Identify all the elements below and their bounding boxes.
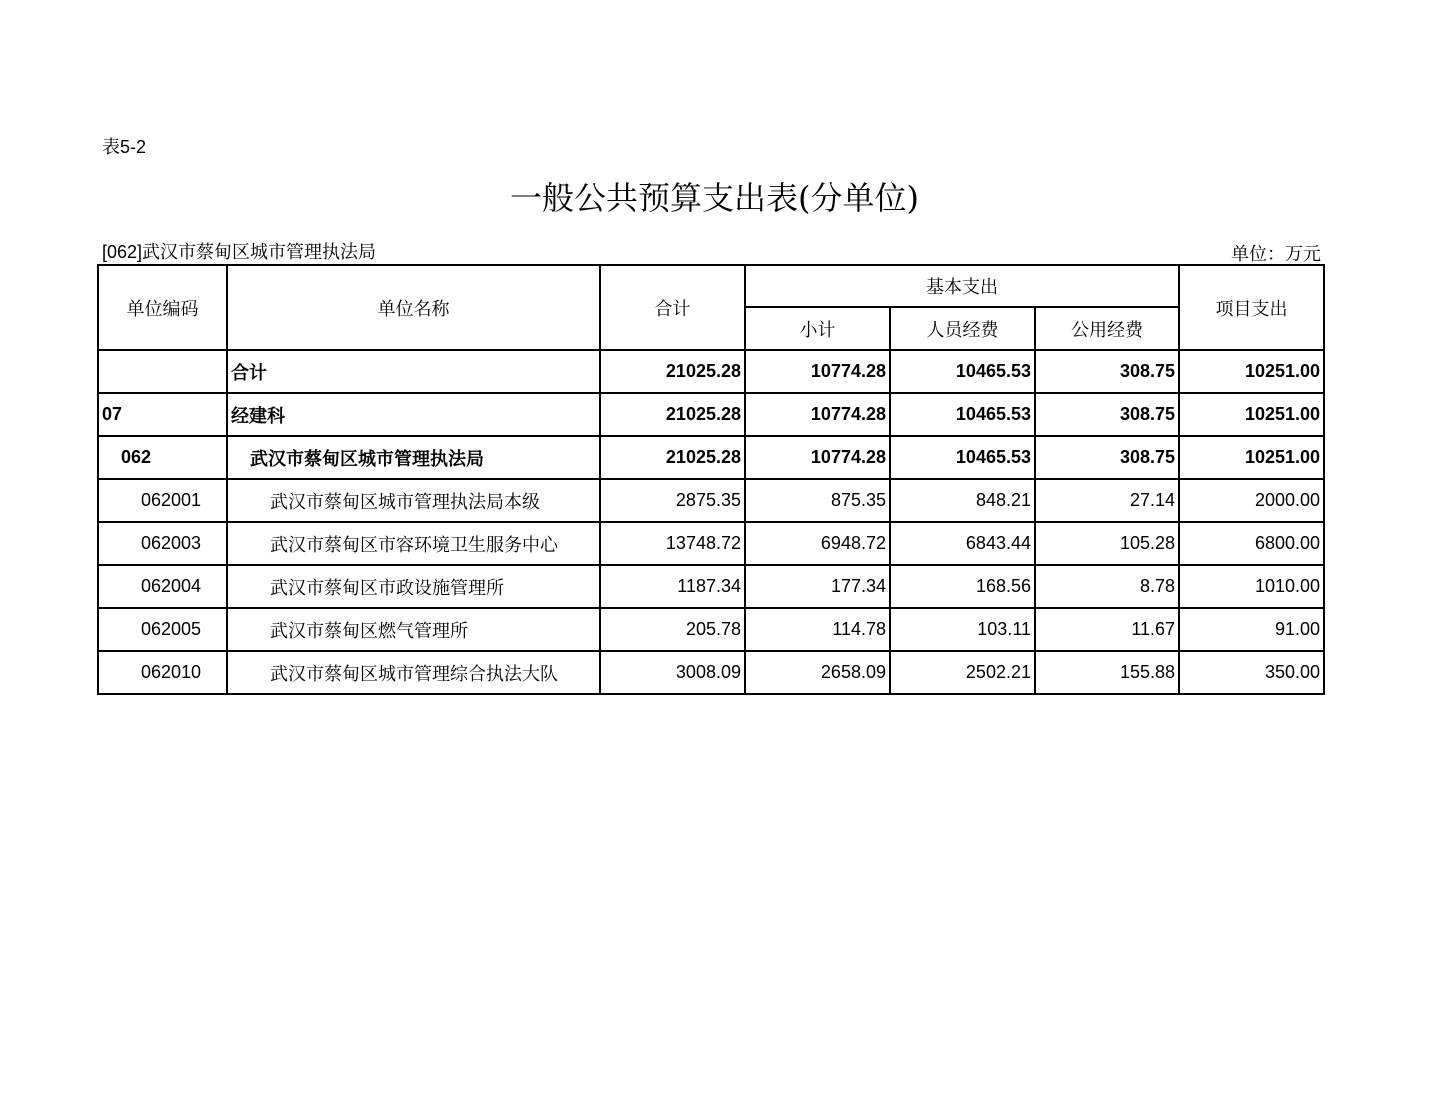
cell-total: 21025.28 [600,350,745,393]
cell-subtotal: 2658.09 [745,651,890,694]
cell-project: 350.00 [1179,651,1324,694]
cell-total: 2875.35 [600,479,745,522]
cell-public: 308.75 [1035,350,1179,393]
header-total: 合计 [600,265,745,350]
cell-subtotal: 10774.28 [745,393,890,436]
cell-total: 21025.28 [600,393,745,436]
cell-personnel: 10465.53 [890,393,1035,436]
table-row [98,479,1324,522]
cell-public: 308.75 [1035,393,1179,436]
cell-code: 062004 [98,565,227,608]
cell-personnel: 848.21 [890,479,1035,522]
cell-public: 155.88 [1035,651,1179,694]
table-id: 表5-2 [102,137,147,157]
cell-subtotal: 10774.28 [745,350,890,393]
header-public: 公用经费 [1035,307,1179,350]
cell-total: 3008.09 [600,651,745,694]
cell-code: 062003 [98,522,227,565]
header-row-1 [98,265,1324,307]
cell-total: 13748.72 [600,522,745,565]
cell-name: 武汉市蔡甸区城市管理执法局本级 [227,479,600,522]
table-row [98,350,1324,393]
cell-public: 105.28 [1035,522,1179,565]
cell-subtotal: 6948.72 [745,522,890,565]
page-title: 一般公共预算支出表(分单位) [510,179,919,217]
cell-personnel: 10465.53 [890,436,1035,479]
cell-code: 062 [98,436,227,479]
table-row [98,651,1324,694]
table-row [98,522,1324,565]
cell-total: 21025.28 [600,436,745,479]
table-row [98,393,1324,436]
org-name: [062]武汉市蔡甸区城市管理执法局 [102,242,377,262]
cell-name: 武汉市蔡甸区城市管理综合执法大队 [227,651,600,694]
cell-project: 10251.00 [1179,436,1324,479]
cell-code: 062005 [98,608,227,651]
cell-project: 10251.00 [1179,393,1324,436]
header-personnel: 人员经费 [890,307,1035,350]
header-code: 单位编码 [98,265,227,350]
cell-personnel: 2502.21 [890,651,1035,694]
header-basic: 基本支出 [745,265,1179,307]
cell-subtotal: 114.78 [745,608,890,651]
cell-subtotal: 177.34 [745,565,890,608]
cell-subtotal: 10774.28 [745,436,890,479]
table-row [98,436,1324,479]
budget-table [97,264,1325,695]
cell-project: 1010.00 [1179,565,1324,608]
cell-name: 武汉市蔡甸区市容环境卫生服务中心 [227,522,600,565]
cell-code: 062001 [98,479,227,522]
cell-public: 11.67 [1035,608,1179,651]
unit-note: 单位：万元 [1231,244,1321,264]
cell-code: 07 [98,393,227,436]
cell-subtotal: 875.35 [745,479,890,522]
cell-name: 武汉市蔡甸区市政设施管理所 [227,565,600,608]
header-subtotal: 小计 [745,307,890,350]
cell-code: 062010 [98,651,227,694]
cell-project: 91.00 [1179,608,1324,651]
cell-name: 武汉市蔡甸区燃气管理所 [227,608,600,651]
cell-personnel: 10465.53 [890,350,1035,393]
table-row [98,565,1324,608]
table-row [98,608,1324,651]
header-name: 单位名称 [227,265,600,350]
cell-code [98,350,227,393]
cell-personnel: 168.56 [890,565,1035,608]
cell-public: 8.78 [1035,565,1179,608]
cell-name: 经建科 [227,393,600,436]
cell-personnel: 103.11 [890,608,1035,651]
cell-personnel: 6843.44 [890,522,1035,565]
cell-project: 10251.00 [1179,350,1324,393]
header-project: 项目支出 [1179,265,1324,350]
cell-name: 合计 [227,350,600,393]
cell-public: 27.14 [1035,479,1179,522]
cell-name: 武汉市蔡甸区城市管理执法局 [227,436,600,479]
cell-project: 6800.00 [1179,522,1324,565]
cell-project: 2000.00 [1179,479,1324,522]
cell-public: 308.75 [1035,436,1179,479]
cell-total: 1187.34 [600,565,745,608]
cell-total: 205.78 [600,608,745,651]
